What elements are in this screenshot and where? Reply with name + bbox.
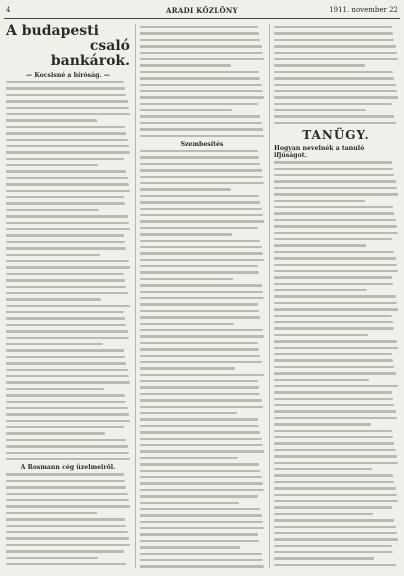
subheading: A Rosmann cég üzelmeiről.: [20, 464, 116, 472]
body-text: [6, 473, 130, 568]
newspaper-title: ARADI KÖZLÖNY: [166, 6, 238, 15]
column-rule: [135, 24, 136, 568]
article-headline: [6, 24, 130, 69]
body-text: [6, 81, 130, 460]
column-2: [140, 24, 264, 568]
subheading: Szembesítés: [180, 141, 224, 149]
masthead: [4, 4, 400, 19]
headline-line: csaló bankárok.: [50, 38, 130, 69]
section-heading: TANÜGY.: [302, 128, 370, 143]
body-text: [140, 150, 264, 568]
headline-line: A budapesti: [6, 24, 99, 39]
column-3: [274, 24, 398, 568]
page-number: 4: [6, 6, 11, 14]
column-rule: [269, 24, 270, 568]
body-text: [274, 161, 398, 568]
subheading: — Kocsisné a bíróság. —: [26, 72, 110, 79]
issue-date: 1911. november 22: [329, 6, 398, 14]
body-text: [140, 26, 264, 137]
column-1: [6, 24, 130, 568]
article-title: Hogyan nevelnék a tanuló ifjúságot.: [274, 145, 365, 160]
body-text: [274, 26, 398, 124]
newspaper-page: [4, 4, 400, 572]
